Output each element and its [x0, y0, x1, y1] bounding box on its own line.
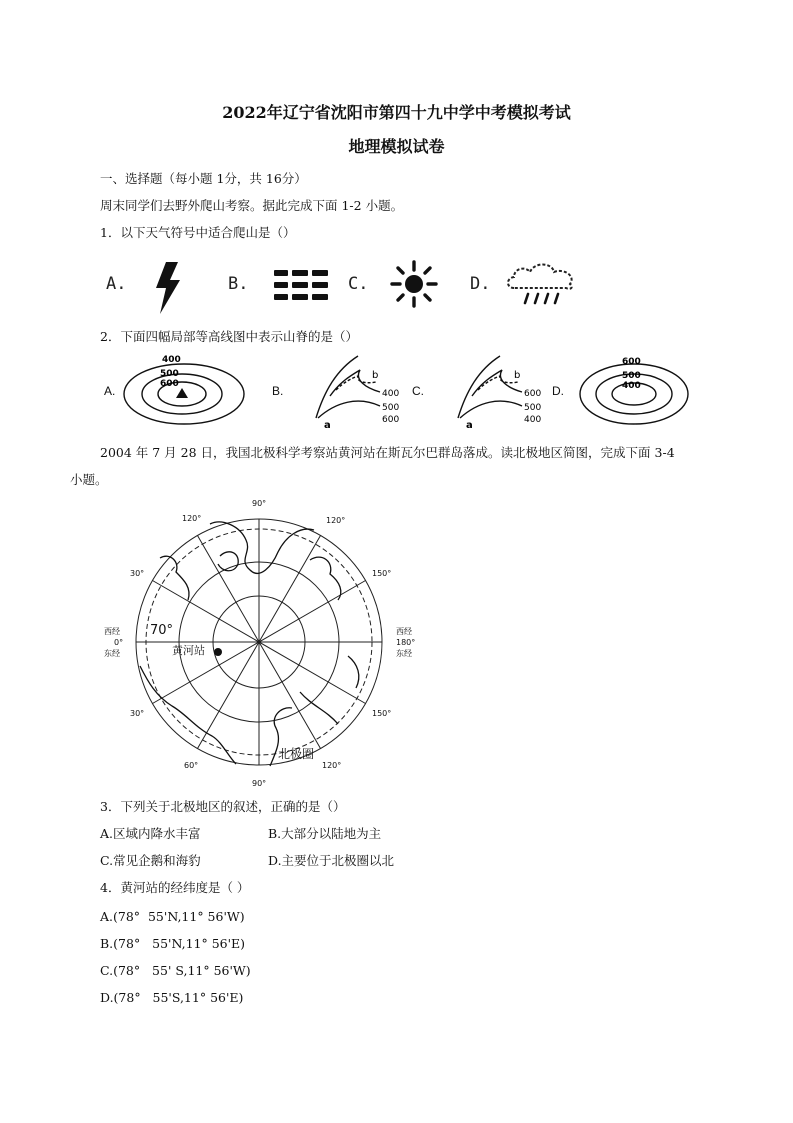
map-label-upper-right: 150°	[372, 569, 392, 578]
contour-c-label-3: 400	[524, 415, 542, 425]
weather-symbols-row	[100, 252, 590, 320]
question-4-stem: 4．黄河站的经纬度是（ ）	[100, 880, 250, 895]
map-label-top-left: 120°	[182, 514, 202, 523]
intro-text-1: 周末同学们去野外爬山考察。据此完成下面 1-2 小题。	[100, 198, 404, 213]
q1-option-d-label: D.	[470, 274, 491, 294]
map-label-lower-right: 150°	[372, 709, 392, 718]
question-2-stem: 2．下面四幅局部等高线图中表示山脊的是（）	[100, 329, 358, 344]
contour-a-label-3: 600	[160, 379, 179, 389]
contour-c-label-a: a	[466, 420, 473, 431]
intro-text-2-line-2: 小题。	[70, 472, 108, 487]
exam-title: 2022年辽宁省沈阳市第四十九中学中考模拟考试	[222, 103, 571, 122]
q4-option-b: B.(78° 55'N,11° 56'E)	[100, 936, 246, 951]
q4-option-c: C.(78° 55' S,11° 56'W)	[100, 963, 251, 978]
rain-cloud-icon	[504, 258, 580, 312]
q3-option-d: D.主要位于北极圈以北	[268, 853, 395, 868]
map-label-arctic-circle: 北极圈	[278, 747, 315, 761]
map-label-west-left: 西经	[104, 627, 120, 636]
map-label-east-left: 东经	[104, 649, 120, 658]
arctic-map	[100, 496, 420, 790]
contour-d-label-3: 400	[622, 381, 641, 391]
contour-d-label-1: 600	[622, 357, 641, 367]
contour-map-b	[296, 352, 406, 432]
map-label-east-right: 东经	[396, 649, 412, 658]
map-label-top-right: 120°	[326, 516, 346, 525]
map-label-upper-left: 30°	[130, 569, 145, 578]
map-label-station: 黄河站	[172, 644, 205, 657]
map-label-latitude: 70°	[150, 623, 174, 638]
q2-option-a-label: A.	[104, 384, 116, 398]
sun-icon	[390, 260, 438, 308]
question-1-stem: 1．以下天气符号中适合爬山是（）	[100, 225, 296, 240]
q4-option-a: A.(78° 55'N,11° 56'W)	[100, 909, 245, 924]
q2-option-b-label: B.	[272, 384, 284, 398]
q3-option-c: C.常见企鹅和海豹	[100, 853, 201, 868]
map-label-180: 180°	[396, 638, 416, 647]
contour-b-label-3: 600	[382, 415, 400, 425]
q2-option-d-label: D.	[552, 384, 564, 398]
contour-map-d	[576, 352, 694, 432]
contour-a-label-2: 500	[160, 369, 179, 379]
map-label-bottom-left: 60°	[184, 761, 199, 770]
question-3-stem: 3．下列关于北极地区的叙述，正确的是（）	[100, 799, 346, 814]
contour-map-a	[122, 352, 252, 432]
contour-maps-row	[100, 352, 700, 432]
contour-b-label-2: 500	[382, 403, 400, 413]
q2-option-c-label: C.	[412, 384, 424, 398]
contour-map-c	[438, 352, 548, 432]
contour-b-label-1: 400	[382, 389, 400, 399]
contour-b-label-a: a	[324, 420, 331, 431]
q1-option-a-label: A.	[106, 274, 127, 294]
q1-option-b-label: B.	[228, 274, 249, 294]
fog-icon	[272, 266, 332, 306]
map-label-lower-left: 30°	[130, 709, 145, 718]
contour-c-label-b: b	[514, 370, 521, 381]
q3-option-a: A.区域内降水丰富	[100, 826, 201, 841]
map-label-bottom-right: 120°	[322, 761, 342, 770]
contour-d-label-2: 500	[622, 371, 641, 381]
map-label-top: 90°	[252, 499, 267, 508]
intro-text-2-line-1: 2004 年 7 月 28 日，我国北极科学考察站黄河站在斯瓦尔巴群岛落成。读北极地区简图，完成下面 3-4	[100, 445, 675, 460]
contour-a-label-1: 400	[162, 355, 181, 365]
q4-option-d: D.(78° 55'S,11° 56'E)	[100, 990, 244, 1005]
exam-subtitle: 地理模拟试卷	[348, 137, 445, 156]
section-heading: 一、选择题（每小题 1分，共 16分）	[100, 171, 307, 186]
thunderstorm-icon	[148, 260, 188, 316]
contour-b-label-b: b	[372, 370, 379, 381]
map-label-bottom: 90°	[252, 779, 267, 788]
contour-c-label-2: 500	[524, 403, 542, 413]
contour-c-label-1: 600	[524, 389, 542, 399]
map-label-zero: 0°	[114, 638, 124, 647]
q3-option-b: B.大部分以陆地为主	[268, 826, 382, 841]
q1-option-c-label: C.	[348, 274, 369, 294]
map-label-west-right: 西经	[396, 627, 412, 636]
